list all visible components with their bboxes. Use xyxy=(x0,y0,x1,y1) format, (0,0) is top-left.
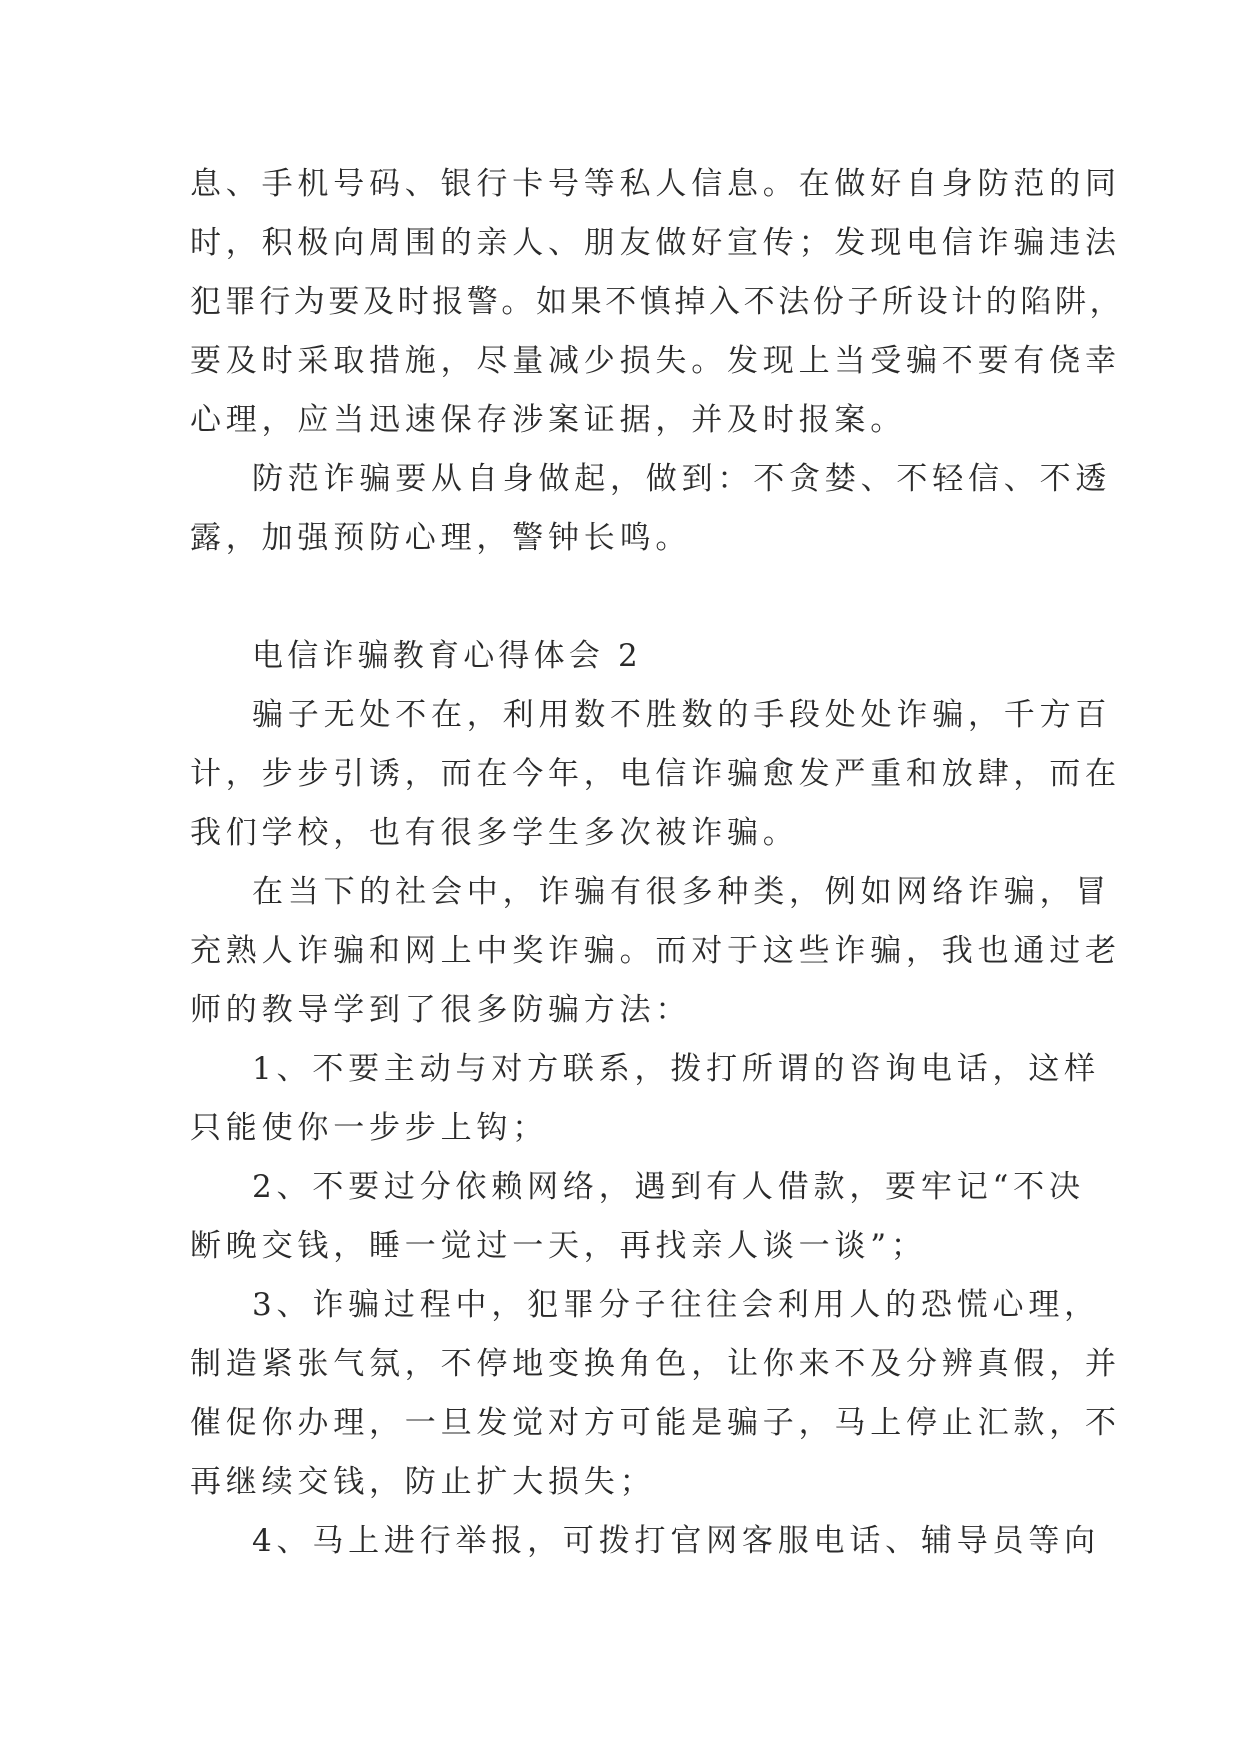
paragraph-line: 要及时采取措施，尽量减少损失。发现上当受骗不要有侥幸 xyxy=(190,343,1121,379)
list-item-line: 断晚交钱，睡一觉过一天，再找亲人谈一谈”； xyxy=(190,1228,927,1264)
paragraph-line: 犯罪行为要及时报警。如果不慎掉入不法份子所设计的陷阱， xyxy=(190,284,1125,320)
paragraph-line: 骗子无处不在，利用数不胜数的手段处处诈骗，千方百 xyxy=(252,697,1112,733)
section-heading: 电信诈骗教育心得体会 2 xyxy=(252,638,642,674)
paragraph-line: 计，步步引诱，而在今年，电信诈骗愈发严重和放肆，而在 xyxy=(190,756,1121,792)
paragraph-line: 时，积极向周围的亲人、朋友做好宣传；发现电信诈骗违法 xyxy=(190,225,1121,261)
paragraph-line: 露，加强预防心理，警钟长鸣。 xyxy=(190,520,692,556)
paragraph-line: 在当下的社会中，诈骗有很多种类，例如网络诈骗，冒 xyxy=(252,874,1112,910)
list-item-line: 2、不要过分依赖网络，遇到有人借款，要牢记“不决 xyxy=(252,1169,1085,1205)
paragraph-line: 息、手机号码、银行卡号等私人信息。在做好自身防范的同 xyxy=(190,166,1121,202)
paragraph-line: 心理，应当迅速保存涉案证据，并及时报案。 xyxy=(190,402,906,438)
list-item-line: 催促你办理，一旦发觉对方可能是骗子，马上停止汇款，不 xyxy=(190,1405,1121,1441)
list-item-line: 再继续交钱，防止扩大损失； xyxy=(190,1464,656,1500)
list-item-line: 制造紧张气氛，不停地变换角色，让你来不及分辨真假，并 xyxy=(190,1346,1121,1382)
paragraph-line: 师的教导学到了很多防骗方法： xyxy=(190,992,692,1028)
paragraph-line: 我们学校，也有很多学生多次被诈骗。 xyxy=(190,815,799,851)
list-item-line: 3、诈骗过程中，犯罪分子往往会利用人的恐慌心理， xyxy=(252,1287,1100,1323)
paragraph-line: 充熟人诈骗和网上中奖诈骗。而对于这些诈骗，我也通过老 xyxy=(190,933,1121,969)
list-item-line: 4、马上进行举报，可拨打官网客服电话、辅导员等向 xyxy=(252,1523,1100,1559)
list-item-line: 1、不要主动与对方联系，拨打所谓的咨询电话，这样 xyxy=(252,1051,1100,1087)
list-item-line: 只能使你一步步上钩； xyxy=(190,1110,548,1146)
paragraph-line: 防范诈骗要从自身做起，做到：不贪婪、不轻信、不透 xyxy=(252,461,1112,497)
